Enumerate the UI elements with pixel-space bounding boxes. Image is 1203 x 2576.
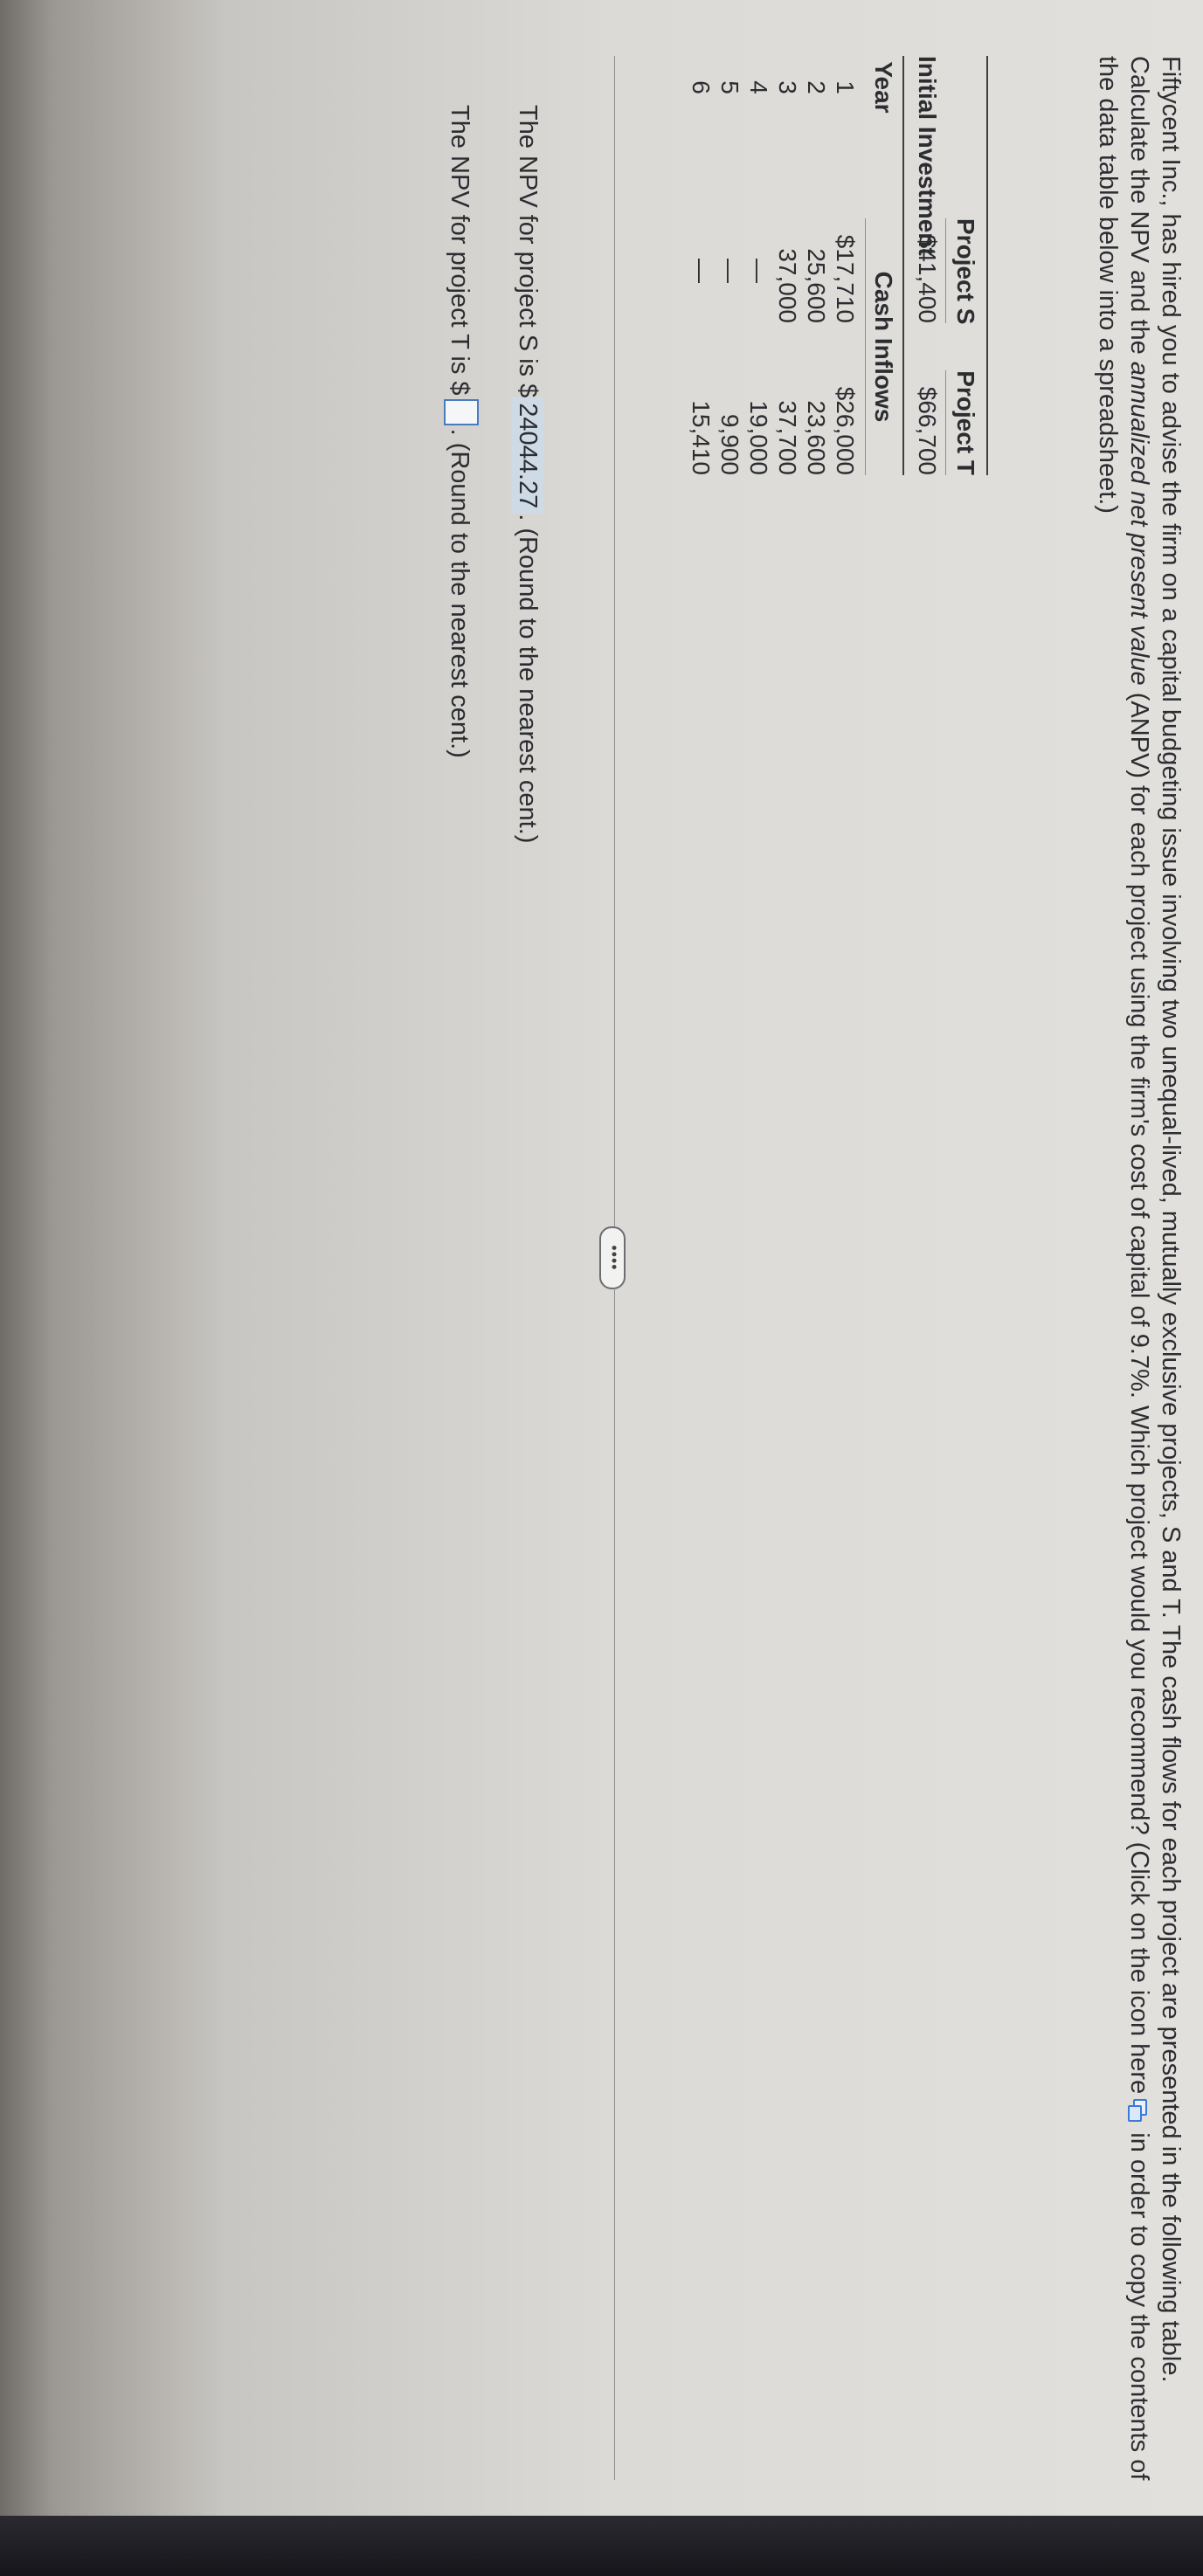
question-text bbox=[1092, 56, 1186, 2484]
cash-inflows-header: Cash Inflows bbox=[870, 271, 897, 423]
question-text-part1: Fiftycent Inc., has hired you to advise the firm on a capital budgeting issue involving two unequal-lived, mutually exclusive projects, S and T. The cash flows for each project are presented in the following table. Calculate the NPV and the bbox=[1125, 56, 1185, 2383]
show-more-button[interactable]: •••• bbox=[599, 1226, 626, 1289]
cash-t-cell: 15,410 bbox=[688, 400, 715, 475]
cash-inflows-underline bbox=[865, 218, 866, 475]
cash-s-cell: — bbox=[716, 259, 743, 283]
cash-s-cell: — bbox=[688, 259, 715, 283]
npv-t-suffix: . (Round to the nearest cent.) bbox=[446, 428, 474, 758]
year-header: Year bbox=[870, 61, 897, 114]
year-cell: 5 bbox=[716, 80, 743, 94]
header-t-underline bbox=[945, 370, 946, 475]
cash-t-cell: 37,700 bbox=[774, 400, 801, 475]
initial-investment-t: $66,700 bbox=[914, 386, 941, 475]
section-divider-left bbox=[614, 56, 615, 1226]
year-cell: 2 bbox=[803, 80, 830, 94]
cash-t-cell: $26,000 bbox=[832, 386, 859, 475]
year-cell: 1 bbox=[832, 80, 859, 94]
npv-t-prefix: The NPV for project T is $ bbox=[446, 105, 474, 396]
section-divider-right bbox=[614, 1288, 615, 2480]
year-cell: 4 bbox=[745, 80, 772, 94]
year-cell: 6 bbox=[688, 80, 715, 94]
cash-t-cell: 23,600 bbox=[803, 400, 830, 475]
header-s-underline bbox=[945, 218, 946, 323]
npv-t-answer-line bbox=[444, 105, 479, 758]
copy-data-icon[interactable] bbox=[1130, 2099, 1147, 2120]
cash-s-cell: $17,710 bbox=[832, 234, 859, 323]
npv-s-suffix: . (Round to the nearest cent.) bbox=[514, 514, 542, 844]
question-text-part3: in order to copy the contents of the data table below into a spreadsheet.) bbox=[1094, 56, 1153, 2481]
cash-s-cell: 37,000 bbox=[774, 248, 801, 323]
question-text-part2: (ANPV) for each project using the firm's cost of capital of 9.7%. Which project would you recommend? (Click on the icon here bbox=[1125, 685, 1153, 2095]
header-project-t: Project T bbox=[952, 370, 979, 475]
npv-s-answer-line bbox=[515, 105, 540, 843]
cash-t-cell: 9,900 bbox=[716, 413, 743, 475]
year-cell: 3 bbox=[774, 80, 801, 94]
table-top-rule bbox=[986, 56, 988, 475]
npv-s-answer-field[interactable]: 24044.27 bbox=[512, 397, 543, 514]
cash-s-cell: — bbox=[745, 259, 772, 283]
cash-t-cell: 19,000 bbox=[745, 400, 772, 475]
question-anpv-term: annualized net present value bbox=[1125, 361, 1153, 686]
initial-investment-s: $41,400 bbox=[914, 234, 941, 323]
npv-s-prefix: The NPV for project S is $ bbox=[514, 105, 542, 398]
header-project-s: Project S bbox=[952, 218, 979, 325]
initial-investment-rule bbox=[902, 56, 904, 475]
initial-investment-label: Initial Investment bbox=[914, 56, 941, 256]
npv-t-input[interactable] bbox=[444, 399, 479, 425]
cash-s-cell: 25,600 bbox=[803, 248, 830, 323]
